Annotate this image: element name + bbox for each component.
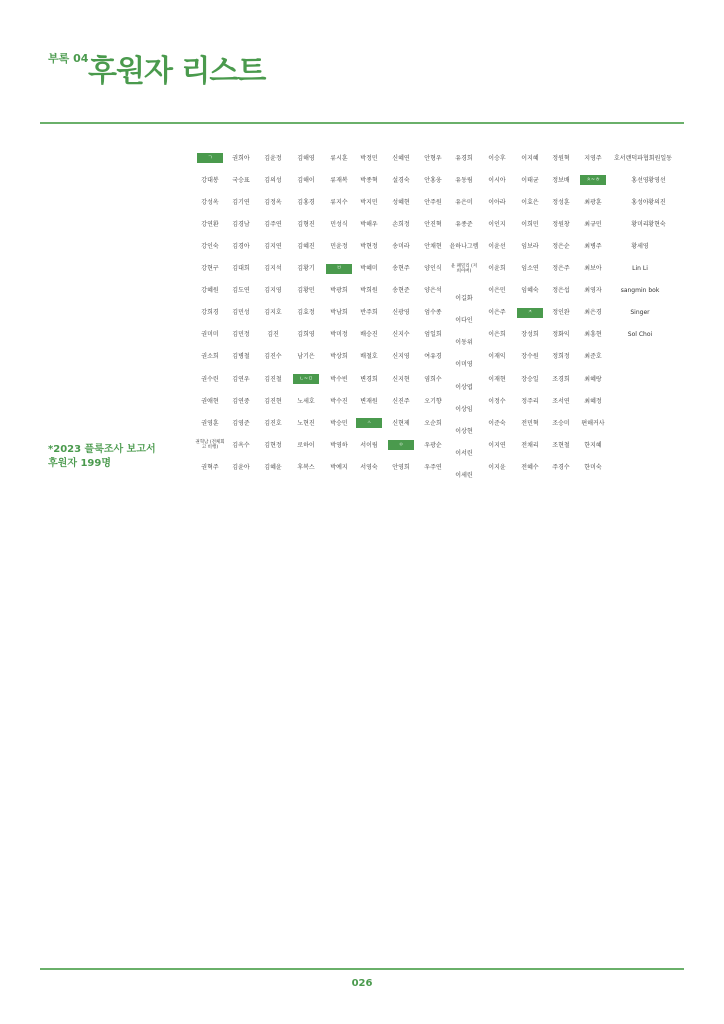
initial-header: ㅇ	[388, 440, 414, 450]
donor-name: 이윤선	[488, 242, 506, 250]
donor-row	[0, 372, 724, 391]
donor-name: 홍성아	[631, 198, 649, 206]
donor-name: 김연중	[232, 397, 250, 405]
donor-name: 최은경	[584, 309, 602, 317]
donor-name: 이재현	[488, 375, 506, 383]
donor-name: 박정민	[360, 154, 378, 162]
donor-name: 황의진	[648, 198, 666, 206]
initial-header: ㄴ~ㅁ	[293, 374, 319, 384]
donor-name: 정은순	[552, 242, 570, 250]
donor-name: 이상현	[455, 427, 473, 435]
donor-name: 박미정	[330, 331, 348, 339]
donor-name: 이아라	[488, 198, 506, 206]
donor-name: 신광영	[392, 309, 410, 317]
donor-name: 주경수	[552, 463, 570, 471]
donor-name: 안형우	[424, 154, 442, 162]
donor-name: 우광순	[424, 441, 442, 449]
donor-name: 김형진	[297, 220, 315, 228]
donor-name: 이동위	[455, 339, 473, 347]
bottom-divider	[40, 968, 684, 970]
donor-name: 권혁남 (전체회고 비행)	[195, 440, 225, 451]
donor-name: 최혜정	[584, 397, 602, 405]
donor-name: 조승미	[552, 419, 570, 427]
donor-name: 김도연	[232, 287, 250, 295]
donor-name: 권수린	[201, 375, 219, 383]
donor-name: 정화익	[552, 331, 570, 339]
donor-name: 정희정	[552, 353, 570, 361]
donor-name: 최병주	[584, 242, 602, 250]
donor-name: 김지호	[264, 309, 282, 317]
donor-name: 정은섭	[552, 287, 570, 295]
side-note-line1: *2023 플룩조사 보고서	[48, 444, 156, 455]
donor-name: 권희아	[232, 154, 250, 162]
donor-name: 김민정	[232, 331, 250, 339]
donor-name: 로하이	[297, 441, 315, 449]
donor-row	[0, 394, 724, 413]
donor-name: 이서린	[455, 449, 473, 457]
donor-name: 이상임	[455, 405, 473, 413]
donor-row	[0, 195, 724, 209]
donor-name: 장성희	[521, 331, 539, 339]
donor-name: 이효은	[521, 198, 539, 206]
donor-name: 박예지	[330, 463, 348, 471]
donor-name: 강혜원	[201, 287, 219, 295]
donor-name: 장수원	[521, 353, 539, 361]
donor-name: 정보배	[552, 176, 570, 184]
donor-name: 권소희	[201, 353, 219, 361]
side-note	[48, 443, 156, 471]
donor-name: 반주희	[360, 309, 378, 317]
donor-name: 민윤정	[330, 242, 348, 250]
donor-name: 전민혁	[521, 419, 539, 427]
donor-name: 변경희	[360, 375, 378, 383]
appendix-badge: 부록 04	[48, 52, 89, 65]
donor-name: 이준숙	[488, 419, 506, 427]
donor-name: 김대희	[232, 265, 250, 272]
donor-name: 정인완	[552, 309, 570, 317]
donor-name: 안채현	[424, 242, 442, 250]
donor-name: 윤 패밀리 (저희아버)	[450, 263, 478, 274]
donor-name: 김해영	[297, 154, 315, 162]
donor-name: 장승일	[521, 375, 539, 383]
donor-name: 안홍웅	[424, 176, 442, 184]
donor-name: 신지수	[392, 331, 410, 339]
donor-name: 김지영	[264, 287, 282, 295]
donor-name: 신지영	[392, 353, 410, 361]
donor-name: 권미미	[201, 331, 219, 339]
side-note-line2: 후원자 199명	[48, 458, 111, 469]
donor-row	[0, 416, 724, 435]
donor-name: 배철호	[360, 353, 378, 361]
donor-name: 신혜연	[392, 154, 410, 162]
donor-name: 최흥현	[584, 331, 602, 339]
donor-name: 김효정	[297, 309, 315, 317]
page-title: 후원자 리스트	[88, 54, 266, 89]
initial-header: ㅈ	[517, 308, 543, 318]
donor-name: 강대봉	[201, 176, 219, 184]
donor-name: 박혜미	[360, 265, 378, 272]
donor-name: 김옥수	[232, 441, 250, 449]
donor-name: 송미라	[392, 242, 410, 250]
donor-name: 강인숙	[201, 242, 219, 250]
donor-name: 최영자	[584, 287, 602, 295]
donor-name: 설경숙	[392, 176, 410, 184]
donor-name: 정은주	[552, 265, 570, 272]
donor-name: 김진현	[264, 397, 282, 405]
donor-row	[0, 173, 724, 187]
donor-name: 김연우	[232, 375, 250, 383]
donor-name: 임소연	[521, 265, 539, 272]
donor-name: 박영하	[330, 441, 348, 449]
donor-name: 한지혜	[584, 441, 602, 449]
donor-name: 오기향	[424, 397, 442, 405]
donor-name: 김경남	[232, 220, 250, 228]
donor-name: 성혜현	[392, 198, 410, 206]
donor-name: 류지수	[330, 198, 348, 206]
donor-name: 신현제	[392, 419, 410, 427]
donor-row	[0, 328, 724, 347]
donor-name: 강성옥	[201, 198, 219, 206]
donor-name: 이상엽	[455, 383, 473, 391]
donor-name: 송현주	[392, 265, 410, 272]
donor-name: 이희민	[521, 220, 539, 228]
initial-header: ㄱ	[197, 153, 223, 163]
donor-name: 김경아	[232, 242, 250, 250]
donor-name: 이길화	[455, 295, 473, 303]
donor-name: 이은희	[488, 331, 506, 339]
donor-name: 김병철	[232, 353, 250, 361]
donor-row	[0, 306, 724, 325]
donor-name: 김황민	[297, 287, 315, 295]
donor-name: 정원창	[552, 220, 570, 228]
donor-name: 이정수	[488, 397, 506, 405]
donor-name: 강현구	[201, 265, 219, 272]
donor-name: 김지석	[264, 265, 282, 272]
donor-name: Sol Choi	[627, 331, 653, 339]
donor-name: 박수빈	[330, 375, 348, 383]
donor-name: 안주원	[424, 198, 442, 206]
donor-name: 임보라	[521, 242, 539, 250]
donor-name: 염희수	[424, 375, 442, 383]
donor-name: sangmin bok	[620, 287, 660, 295]
donor-name: 김지연	[264, 242, 282, 250]
donor-name: 호서랜덕파협회원일동	[614, 154, 672, 162]
donor-name: 최보아	[584, 265, 602, 272]
donor-name: 최규민	[584, 220, 602, 228]
donor-name: 최광훈	[584, 198, 602, 206]
donor-name: 이미영	[455, 361, 473, 369]
donor-name: 유경희	[455, 154, 473, 162]
donor-name: 홍선영	[631, 176, 649, 184]
donor-name: 배승진	[360, 331, 378, 339]
donor-name: 정성훈	[552, 198, 570, 206]
donor-name: 엄수종	[424, 309, 442, 317]
donor-name: 편해커사	[581, 419, 605, 427]
donor-name: 강연환	[201, 220, 219, 228]
donor-name: 김기연	[232, 198, 250, 206]
donor-name: 박해우	[360, 220, 378, 228]
donor-name: 서이림	[360, 441, 378, 449]
donor-name: 정원혁	[552, 154, 570, 162]
initial-header: ㅅ	[356, 418, 382, 428]
donor-row	[0, 151, 724, 165]
donor-name: 민성식	[330, 220, 348, 228]
donor-name: 여유경	[424, 353, 442, 361]
donor-name: 박지민	[360, 198, 378, 206]
donor-name: 권혁주	[201, 463, 219, 471]
donor-name: 강희경	[201, 309, 219, 317]
donor-name: 황미리	[631, 220, 649, 228]
donor-name: Singer	[630, 309, 650, 317]
page-number: 026	[351, 978, 373, 989]
donor-row	[0, 350, 724, 369]
donor-name: 임혜숙	[521, 287, 539, 295]
donor-name: 변재원	[360, 397, 378, 405]
donor-name: 김윤정	[264, 154, 282, 162]
donor-name: 박광희	[330, 287, 348, 295]
donor-name: 김혜윤	[264, 463, 282, 471]
donor-name: 박현정	[360, 242, 378, 250]
donor-name: 박수진	[330, 397, 348, 405]
donor-name: 후복스	[297, 463, 315, 471]
donor-name: 김주연	[264, 220, 282, 228]
donor-name: 김현정	[264, 441, 282, 449]
donor-name: 이윤희	[488, 265, 506, 272]
donor-name: 안영희	[392, 463, 410, 471]
donor-name: 전혜수	[521, 463, 539, 471]
donor-name: 유동림	[455, 176, 473, 184]
donor-name: 이지연	[488, 441, 506, 449]
donor-name: 신진주	[392, 397, 410, 405]
donor-name: 박희원	[360, 287, 378, 295]
donor-name: 김영준	[232, 419, 250, 427]
donor-name: 이은민	[488, 287, 506, 295]
donor-name: 이다인	[455, 317, 473, 325]
donor-name: 유종준	[455, 220, 473, 228]
donor-name: 권영훈	[201, 419, 219, 427]
donor-name: 김민성	[232, 309, 250, 317]
donor-name: 박종혁	[360, 176, 378, 184]
donor-name: 엄일희	[424, 331, 442, 339]
donor-name: 권애현	[201, 397, 219, 405]
donor-name: 이인지	[488, 220, 506, 228]
donor-name: 김진수	[264, 353, 282, 361]
donor-name: 김황기	[297, 265, 315, 272]
donor-name: 노현진	[297, 419, 315, 427]
donor-name: 황영선	[648, 176, 666, 184]
donor-name: 송현준	[392, 287, 410, 295]
donor-name: 조경희	[552, 375, 570, 383]
donor-name: 박상희	[330, 353, 348, 361]
donor-name: 서영숙	[360, 463, 378, 471]
donor-name: 김홍경	[297, 198, 315, 206]
donor-name: 양은석	[424, 287, 442, 295]
donor-name: 김혜진	[297, 242, 315, 250]
donor-name: 우주연	[424, 463, 442, 471]
donor-name: 안진혁	[424, 220, 442, 228]
donor-name: 김윤아	[232, 463, 250, 471]
donor-name: 이태균	[521, 176, 539, 184]
donor-name: 지영주	[584, 154, 602, 162]
donor-name: 윤하나그렘	[449, 242, 479, 250]
donor-name: 이은주	[488, 309, 506, 317]
donor-name: 최준호	[584, 353, 602, 361]
donor-name: 이지윤	[488, 463, 506, 471]
donor-name: 류시훈	[330, 154, 348, 162]
donor-row	[0, 239, 724, 253]
donor-name: 김진철	[264, 375, 282, 383]
donor-name: 김정옥	[264, 198, 282, 206]
donor-row	[0, 284, 724, 303]
donor-name: 노세호	[297, 397, 315, 405]
donor-name: 김진호	[264, 419, 282, 427]
donor-name: 양인식	[424, 265, 442, 272]
donor-name: 이세린	[455, 471, 473, 479]
donor-name: 이승후	[488, 154, 506, 162]
donor-name: 김의성	[264, 176, 282, 184]
donor-name: 김희영	[297, 331, 315, 339]
donor-name: 류재복	[330, 176, 348, 184]
initial-header: ㅂ	[326, 264, 352, 274]
donor-name: 김진	[267, 331, 279, 339]
donor-name: 신지현	[392, 375, 410, 383]
donor-name: 이지혜	[521, 154, 539, 162]
donor-name: 전채리	[521, 441, 539, 449]
donor-name: 한미숙	[584, 463, 602, 471]
donor-name: 김해이	[297, 176, 315, 184]
donor-name: 최혜랑	[584, 375, 602, 383]
donor-name: 정주리	[521, 397, 539, 405]
donor-name: 박남희	[330, 309, 348, 317]
donor-name: 국승표	[232, 176, 250, 184]
donor-name: 박승민	[330, 419, 348, 427]
donor-name: 황현숙	[648, 220, 666, 228]
donor-name: Lin Li	[632, 265, 648, 272]
donor-row	[0, 217, 724, 231]
donor-name: 이시아	[488, 176, 506, 184]
donor-name: 유은미	[455, 198, 473, 206]
donor-name: 남기은	[297, 353, 315, 361]
donor-row	[0, 262, 724, 276]
initial-header: ㅊ~ㅎ	[580, 175, 606, 185]
donor-name: 조현철	[552, 441, 570, 449]
donor-name: 황세영	[631, 242, 649, 250]
donor-name: 조서연	[552, 397, 570, 405]
donor-name: 손희정	[392, 220, 410, 228]
donor-name: 오순희	[424, 419, 442, 427]
donor-name: 이재익	[488, 353, 506, 361]
